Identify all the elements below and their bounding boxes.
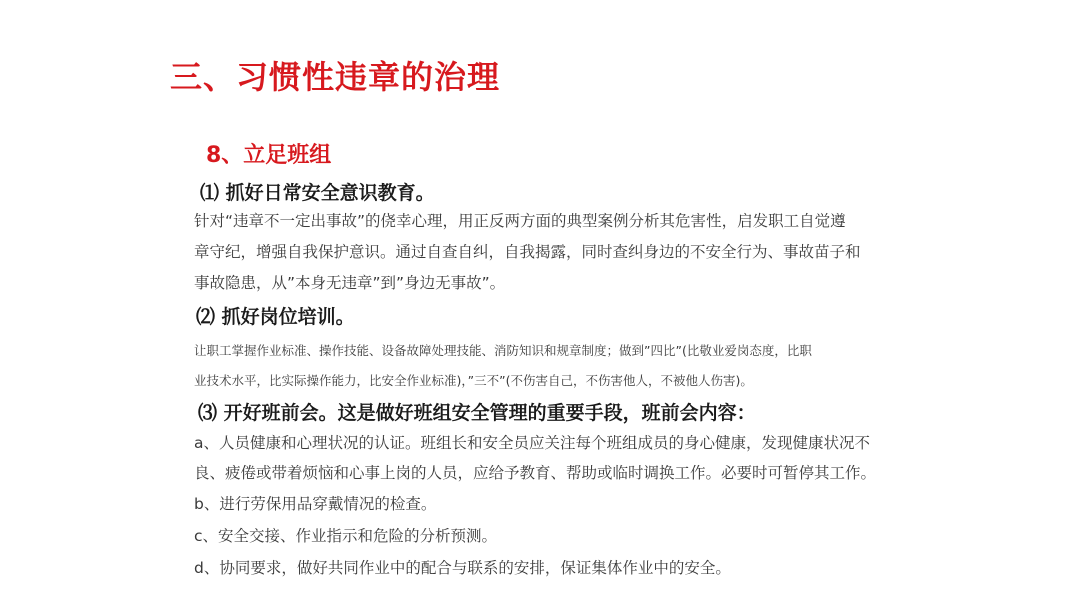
heading-job-training: ⑵ 抓好岗位培训。 [196,306,355,328]
paragraph-line: 业技术水平，比实际操作能力，比安全作业标准)，”三不”(不伤害自己，不伤害他人，不被他人伤害)。 [194,373,753,388]
list-item: b、进行劳保用品穿戴情况的检查。 [194,495,437,513]
section-subtitle: 8、立足班组 [206,143,332,168]
list-item: 良、疲倦或带着烦恼和心事上岗的人员，应给予教育、帮助或临时调换工作。必要时可暂停其工作。 [194,464,877,482]
slide-title: 三、习惯性违章的治理 [170,58,501,96]
list-item: a、人员健康和心理状况的认证。班组长和安全员应关注每个班组成员的身心健康，发现健康状况不 [194,434,871,452]
heading-safety-education: ⑴ 抓好日常安全意识教育。 [200,182,435,204]
paragraph-line: 事故隐患，从”本身无违章”到”身边无事故”。 [194,274,506,292]
paragraph-line: 章守纪，增强自我保护意识。通过自查自纠，自我揭露，同时查纠身边的不安全行为、事故苗子和 [194,243,861,261]
list-item: d、协同要求，做好共同作业中的配合与联系的安排，保证集体作业中的安全。 [194,559,731,577]
paragraph-line: 针对“违章不一定出事故”的侥幸心理，用正反两方面的典型案例分析其危害性，启发职工自觉遵 [194,212,846,230]
paragraph-line: 让职工掌握作业标准、操作技能、设备故障处理技能、消防知识和规章制度；做到”四比”(比敬业爱岗态度，比职 [194,343,812,358]
heading-pre-shift-meeting: ⑶ 开好班前会。这是做好班组安全管理的重要手段，班前会内容： [198,402,756,424]
list-item: c、安全交接、作业指示和危险的分析预测。 [194,527,498,545]
